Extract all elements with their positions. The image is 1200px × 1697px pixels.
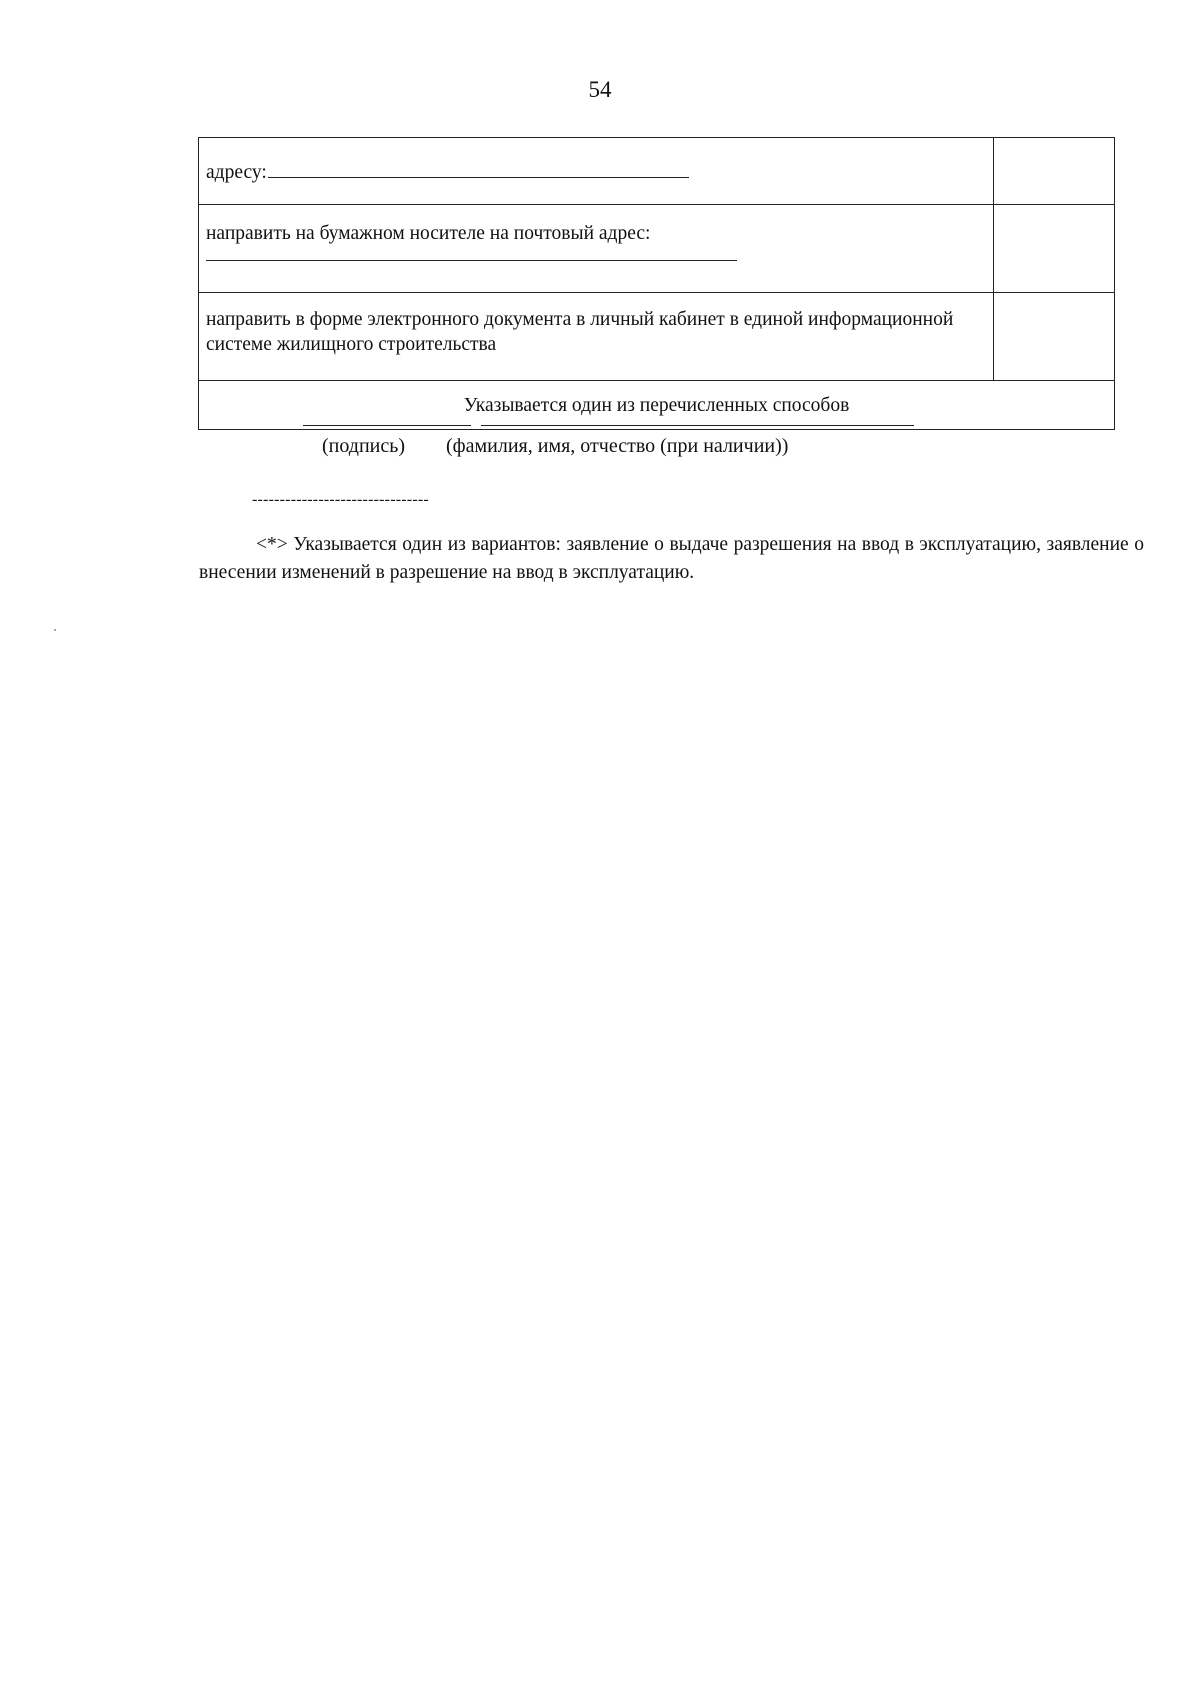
paper-cell [199,205,994,293]
table-row-note [199,381,1115,430]
electronic-mark-cell[interactable] [994,293,1115,381]
table-row-address [199,138,1115,205]
table-note: Указывается один из перечисленных способов [199,381,1115,430]
table-row-paper [199,205,1115,293]
delivery-method-table [198,137,1115,430]
address-cell [199,138,994,205]
footnote-separator: -------------------------------- [252,491,429,508]
scan-speck [54,629,56,631]
address-blank-line[interactable] [268,157,689,178]
full-name-line[interactable] [481,425,914,428]
electronic-cell [199,293,994,381]
signature-caption: (подпись) [322,435,406,457]
paper-label: направить на бумажном носителе на почтовый адрес: [206,223,651,244]
full-name-caption: (фамилия, имя, отчество (при наличии)) [446,435,789,457]
table-row-electronic [199,293,1115,381]
signature-line[interactable] [303,425,471,428]
electronic-label: направить в форме электронного документа в личный кабинет в единой информационной системе жилищного строительства [206,309,954,355]
address-mark-cell[interactable] [994,138,1115,205]
postal-address-blank-line[interactable] [206,246,737,261]
page-number: 54 [588,77,612,102]
footnote-text: <*> Указывается один из вариантов: заявление о выдаче разрешения на ввод в эксплуатацию, заявление о внесении изменений в разрешение на ввод в эксплуатацию. [199,534,1144,583]
paper-mark-cell[interactable] [994,205,1115,293]
address-label: адресу: [206,162,267,183]
